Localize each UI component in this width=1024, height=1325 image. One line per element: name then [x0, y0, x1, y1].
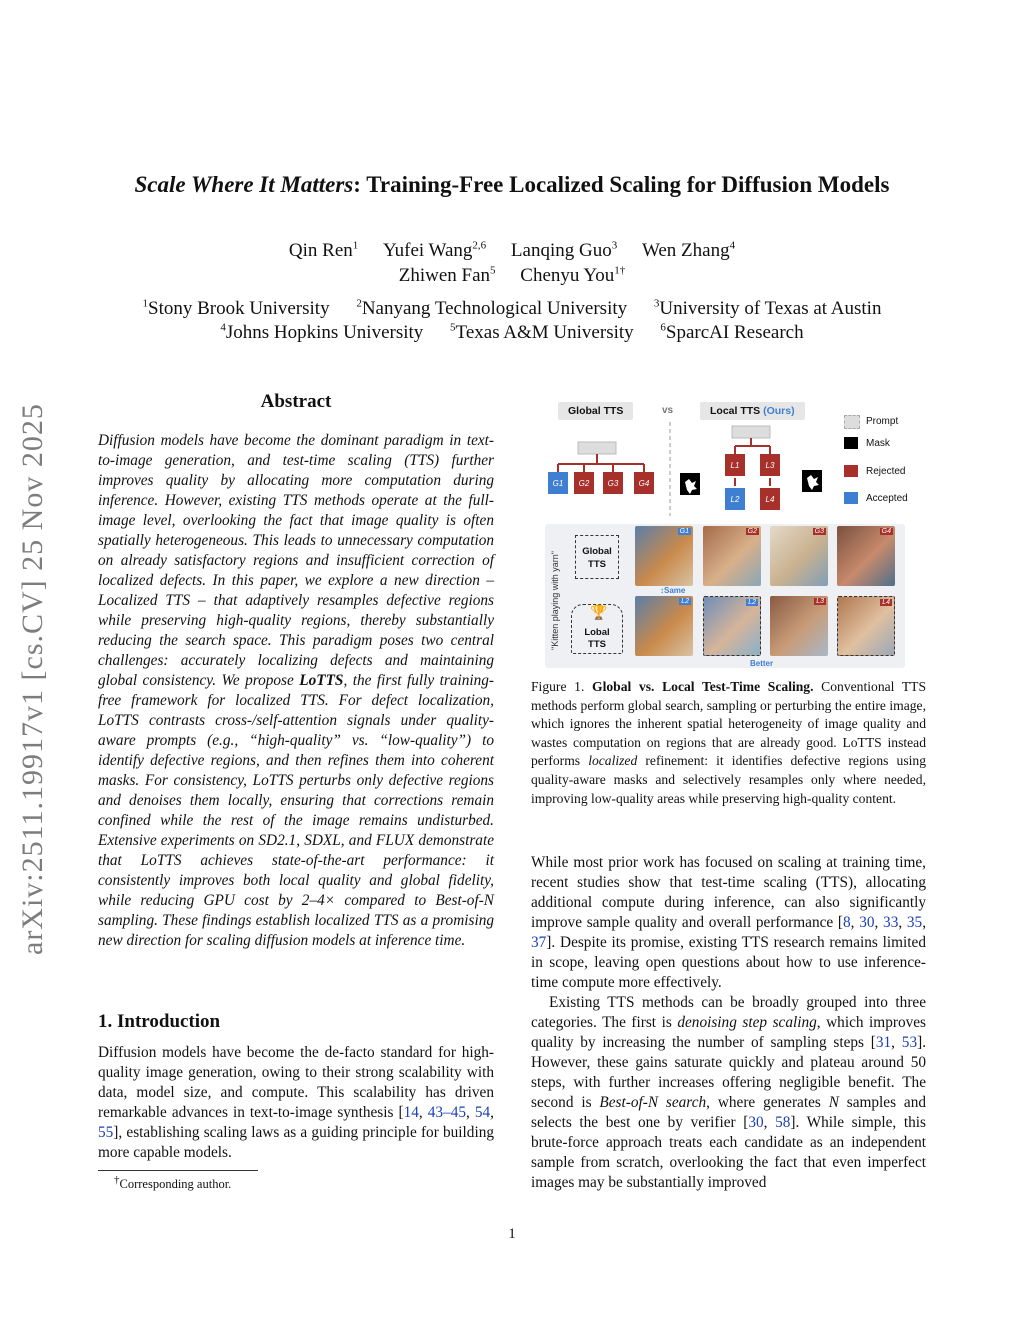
figure-caption: Figure 1. Global vs. Local Test-Time Scaling. Conventional TTS methods perform global search, sampling or perturbing the entire image, which ignores the inherent spatial heterogeneity of image quality and wastes computation on regions that are already good. LoTTS instead performs localized refinement: it identifies defective regions using quality-aware masks and selectively resamples only where needed, improving low-quality areas while preserving high-quality content. — [531, 679, 927, 806]
author: Qin Ren$^1$ — [288, 239, 359, 261]
better-label: Better — [750, 659, 774, 668]
prompt-block-local — [732, 426, 770, 438]
image-l-2: L2 — [703, 596, 761, 656]
affiliation: $^2$Nanyang Technological University — [356, 297, 628, 319]
citation-link[interactable]: 37 — [531, 934, 547, 951]
citation-link[interactable]: 35 — [906, 914, 923, 931]
citation-link[interactable]: 30 — [859, 914, 875, 931]
citation-link[interactable]: 53 — [901, 1034, 918, 1051]
citation-link[interactable]: 30 — [748, 1114, 764, 1131]
citation-link[interactable]: 54 — [474, 1104, 491, 1121]
same-label: ↕Same — [660, 586, 686, 595]
local-branches — [735, 438, 770, 454]
global-tts-tag: Global TTS — [558, 402, 633, 420]
author-row-1 — [0, 240, 1024, 262]
title-italic: Scale Where It Matters — [134, 172, 354, 197]
node-g2: G2 — [574, 472, 594, 494]
image-g3: G3 — [770, 526, 828, 586]
image-l-3: L3 — [770, 596, 828, 656]
arxiv-identifier: arXiv:2511.19917v1 [cs.CV] 25 Nov 2025 — [16, 403, 49, 955]
affiliation-row-2 — [0, 322, 1024, 344]
affiliation: $^5$Texas A&M University — [450, 321, 634, 343]
node-l1: L1 — [725, 454, 745, 476]
affiliation-row-1 — [0, 298, 1024, 320]
citation-link[interactable]: 55 — [98, 1124, 114, 1141]
affiliation: $^4$Johns Hopkins University — [220, 321, 424, 343]
author: Lanqing Guo$^3$ — [510, 239, 618, 261]
global-branches — [558, 454, 644, 472]
introduction-body: Diffusion models have become the de-facto standard for high-quality image generation, owing to their strong scalability with data, model size, and compute. This scalability has driven remarkable advances in text-to-image synthesis [14, 43–45, 54, 55], establishing scaling laws as a guiding principle for building more capable models. — [98, 1044, 494, 1161]
right-column-body: While most prior work has focused on scaling at training time, recent studies show that test-time scaling (TTS), allocating additional compute during inference, can also significantly improve sample quality and overall performance [8, 30, 33, 35, 37]. Despite its promise, existing TTS research remains limited in scope, leaving open questions about how to use inference-time compute more effectively. Existing TTS methods can be broadly grouped into three categories. The first is denoising step scaling, which improves quality by increasing the number of sampling steps [31, 53]. However, these gains saturate quickly and plateau around 50 steps, with further increases offering negligible benefit. The second is Best-of-N search, where generates N samples and selects the best one by verifier [30, 58]. While simple, this brute-force approach treats each candidate as an independent sample from scratch, overlooking the fact that even imperfect images may be substantially improved — [531, 854, 927, 1191]
citation-link[interactable]: 31 — [875, 1034, 892, 1051]
author: Wen Zhang$^4$ — [641, 239, 736, 261]
title-rest: : Training-Free Localized Scaling for Diffusion Models — [353, 172, 890, 197]
node-g1: G1 — [548, 472, 568, 494]
node-g4: G4 — [634, 472, 654, 494]
paragraph: Existing TTS methods can be broadly grouped into three categories. The first is denoising step scaling, which improves quality by increasing the number of sampling steps [31, 53]. However, these gains saturate quickly and plateau around 50 steps, with further increases offering negligible benefit. The second is Best-of-N search, where generates N samples and selects the best one by verifier [30, 58]. While simple, this brute-force approach treats each candidate as an independent sample from scratch, overlooking the fact that even imperfect images may be substantially improved — [531, 994, 927, 1191]
abstract-body: Diffusion models have become the dominant paradigm in text-to-image generation, and test-time scaling (TTS) further improves quality by allocating more computation during inference. However, existing TTS methods operate at the full-image level, overlooking the fact that image quality is often spatially heterogeneous. This leads to unnecessary computation on already satisfactory regions and insufficient correction of localized defects. In this paper, we explore a new direction – Localized TTS – that adaptively resamples defective regions while preserving high-quality regions, thereby substantially reducing the search space. This paradigm poses two central challenges: accurately localizing defects and maintaining global consistency. We propose LoTTS, the first fully training-free framework for localized TTS. For defect localization, LoTTS contrasts cross-/self-attention signals under quality-aware prompts (e.g., “high-quality” vs. “low-quality”) to identify defective regions, and then refines them into coherent masks. For consistency, LoTTS perturbs only defective regions and denoises them locally, ensuring that corrections remain confined while the rest of the image remains undisturbed. Extensive experiments on SD2.1, SDXL, and FLUX demonstrate that LoTTS achieves state-of-the-art performance: it consistently improves both local quality and global fidelity, while reducing GPU cost by 2–4× compared to Best-of-N sampling. These findings establish localized TTS as a promising new direction for scaling diffusion models at inference time. — [98, 432, 495, 949]
citation-link[interactable]: 8 — [843, 914, 851, 931]
node-l4: L4 — [760, 488, 780, 510]
vs-label: vs — [662, 405, 674, 416]
node-l2: L2 — [725, 488, 745, 510]
node-l3: L3 — [760, 454, 780, 476]
local-tts-tag: Local TTS (Ours) — [700, 402, 805, 420]
citation-link[interactable]: 14 — [403, 1104, 419, 1121]
affiliation: $^6$SparcAI Research — [660, 321, 804, 343]
author: Yufei Wang$^{2,6}$ — [383, 239, 487, 261]
author: Chenyu You$^{1\dagger}$ — [520, 264, 626, 286]
affiliation: $^3$University of Texas at Austin — [653, 297, 882, 319]
section-heading-introduction: 1. Introduction — [98, 1011, 221, 1032]
citation-link[interactable]: 33 — [883, 914, 899, 931]
prompt-side-label: "Kitten playing with yarn" — [550, 551, 560, 650]
image-g2: G2 — [703, 526, 761, 586]
image-l-4: L4 — [837, 596, 895, 656]
prompt-block-global — [578, 442, 616, 454]
author: Zhiwen Fan$^5$ — [398, 264, 496, 286]
citation-link[interactable]: 43 — [427, 1104, 444, 1121]
node-g3: G3 — [603, 472, 623, 494]
abstract-heading: Abstract — [260, 391, 332, 412]
affiliation: $^1$Stony Brook University — [142, 297, 330, 319]
image-g1: G1 — [635, 526, 693, 586]
global-tts-box: Global TTS — [575, 535, 619, 579]
citation-link[interactable]: 45 — [450, 1104, 466, 1121]
lotts-name: LoTTS — [299, 672, 344, 689]
trophy-icon: 🏆 — [590, 606, 608, 621]
footnote-rule — [98, 1170, 258, 1171]
page-number: 1 — [508, 1226, 516, 1242]
paper-title — [0, 172, 1024, 198]
image-g4: G4 — [837, 526, 895, 586]
footnote: †Corresponding author. — [114, 1173, 232, 1191]
citation-link[interactable]: 58 — [775, 1114, 791, 1131]
local-branches-lower — [735, 478, 770, 486]
image-l-1: L2 — [635, 596, 693, 656]
author-row-2 — [0, 265, 1024, 287]
local-tts-box: Lobal TTS — [571, 604, 623, 654]
tree-diagram — [540, 398, 840, 520]
